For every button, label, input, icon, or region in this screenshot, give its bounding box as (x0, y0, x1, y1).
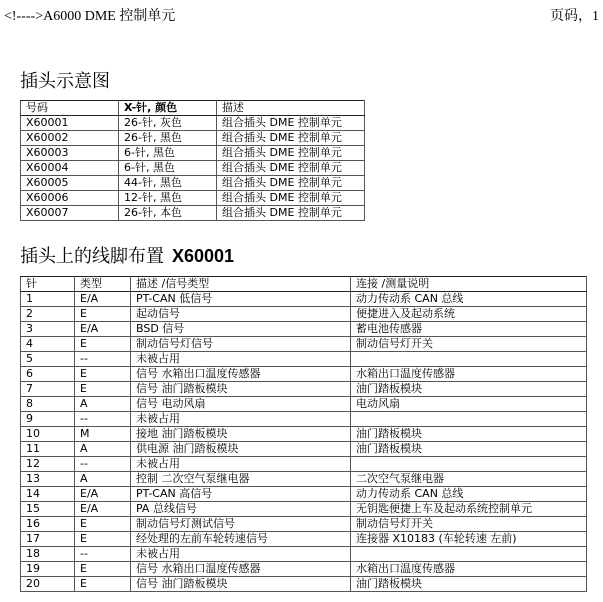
table-cell: 信号 油门踏板模块 (131, 382, 351, 397)
table-cell: E (75, 577, 131, 592)
connector-code: X60001 (172, 246, 235, 266)
column-header: 描述 /信号类型 (131, 277, 351, 292)
table-cell: A (75, 397, 131, 412)
table-row (21, 337, 587, 352)
table-row (21, 472, 587, 487)
table-row (21, 116, 365, 131)
table-row (21, 367, 587, 382)
table-row (21, 457, 587, 472)
table-cell (351, 352, 587, 367)
table-cell: 9 (21, 412, 75, 427)
table-cell: 供电源 油门踏板模块 (131, 442, 351, 457)
table-row (21, 517, 587, 532)
table-cell (351, 412, 587, 427)
table-cell: 油门踏板模块 (351, 442, 587, 457)
table-cell: 制动信号灯开关 (351, 337, 587, 352)
table-cell: 12 (21, 457, 75, 472)
table-cell: 水箱出口温度传感器 (351, 562, 587, 577)
table-row (21, 322, 587, 337)
table-cell: 动力传动系 CAN 总线 (351, 292, 587, 307)
table-cell: 便捷进入及起动系统 (351, 307, 587, 322)
table-cell: 接地 油门踏板模块 (131, 427, 351, 442)
column-header: 类型 (75, 277, 131, 292)
table-cell: 组合插头 DME 控制单元 (217, 191, 365, 206)
column-header: X-针, 颜色 (119, 101, 217, 116)
table-cell: -- (75, 412, 131, 427)
table-cell: 26-针, 灰色 (119, 116, 217, 131)
table-cell: 19 (21, 562, 75, 577)
table-cell: -- (75, 547, 131, 562)
table-cell: 组合插头 DME 控制单元 (217, 146, 365, 161)
table-row (21, 502, 587, 517)
column-header: 连接 /测量说明 (351, 277, 587, 292)
table-cell: X60007 (21, 206, 119, 221)
section-title-pin-layout: 插头上的线脚布置 X60001 (20, 246, 235, 267)
table-row (21, 352, 587, 367)
table-cell: 未被占用 (131, 547, 351, 562)
table-cell: E (75, 517, 131, 532)
table-cell: 水箱出口温度传感器 (351, 367, 587, 382)
table-cell: E/A (75, 487, 131, 502)
table-cell: 未被占用 (131, 352, 351, 367)
table-cell: 油门踏板模块 (351, 382, 587, 397)
table-cell: 组合插头 DME 控制单元 (217, 116, 365, 131)
column-header: 号码 (21, 101, 119, 116)
table-cell: 油门踏板模块 (351, 577, 587, 592)
table-row (21, 131, 365, 146)
table-cell: 未被占用 (131, 457, 351, 472)
table-cell: 26-针, 本色 (119, 206, 217, 221)
table-cell: 动力传动系 CAN 总线 (351, 487, 587, 502)
table-cell: 制动信号灯测试信号 (131, 517, 351, 532)
table-cell: 制动信号灯信号 (131, 337, 351, 352)
table-row (21, 161, 365, 176)
table-cell: 10 (21, 427, 75, 442)
table-cell: 经处理的左前车轮转速信号 (131, 532, 351, 547)
table-cell: X60005 (21, 176, 119, 191)
table-row (21, 547, 587, 562)
table-cell (351, 547, 587, 562)
table-row (21, 427, 587, 442)
table-header-row (21, 277, 587, 292)
table-cell: -- (75, 352, 131, 367)
page-header (4, 5, 599, 23)
table-row (21, 487, 587, 502)
table-cell: E/A (75, 322, 131, 337)
table-cell: 组合插头 DME 控制单元 (217, 176, 365, 191)
table-cell: 12-针, 黑色 (119, 191, 217, 206)
document-title: <!---->A6000 DME 控制单元 (4, 9, 176, 24)
table-cell: M (75, 427, 131, 442)
table-row (21, 206, 365, 221)
table-cell: 组合插头 DME 控制单元 (217, 131, 365, 146)
connector-table (20, 100, 365, 221)
table-cell: 信号 水箱出口温度传感器 (131, 562, 351, 577)
table-cell: 起动信号 (131, 307, 351, 322)
table-cell: PT-CAN 低信号 (131, 292, 351, 307)
table-cell: E (75, 307, 131, 322)
table-cell: 组合插头 DME 控制单元 (217, 161, 365, 176)
table-cell: -- (75, 457, 131, 472)
column-header: 描述 (217, 101, 365, 116)
table-cell: 11 (21, 442, 75, 457)
table-cell: 16 (21, 517, 75, 532)
table-cell: X60004 (21, 161, 119, 176)
table-cell: 6-针, 黑色 (119, 161, 217, 176)
page-number: 页码，1 (550, 9, 599, 24)
table-cell: E (75, 532, 131, 547)
table-cell: 20 (21, 577, 75, 592)
table-row (21, 382, 587, 397)
table-cell: 未被占用 (131, 412, 351, 427)
table-cell: 6-针, 黑色 (119, 146, 217, 161)
table-cell: X60006 (21, 191, 119, 206)
table-row (21, 532, 587, 547)
table-cell: 44-针, 黑色 (119, 176, 217, 191)
table-cell: 信号 水箱出口温度传感器 (131, 367, 351, 382)
column-header: 针 (21, 277, 75, 292)
table-cell: 蓄电池传感器 (351, 322, 587, 337)
table-row (21, 292, 587, 307)
table-cell: BSD 信号 (131, 322, 351, 337)
table-cell (351, 457, 587, 472)
table-row (21, 412, 587, 427)
table-cell: X60003 (21, 146, 119, 161)
table-cell: 5 (21, 352, 75, 367)
table-cell: A (75, 442, 131, 457)
table-cell: 组合插头 DME 控制单元 (217, 206, 365, 221)
table-cell: 油门踏板模块 (351, 427, 587, 442)
table-row (21, 191, 365, 206)
table-cell: PT-CAN 高信号 (131, 487, 351, 502)
table-cell: 17 (21, 532, 75, 547)
table-cell: E (75, 382, 131, 397)
table-cell: A (75, 472, 131, 487)
table-cell: E/A (75, 502, 131, 517)
table-cell: E (75, 367, 131, 382)
table-cell: 控制 二次空气泵继电器 (131, 472, 351, 487)
table-cell: 8 (21, 397, 75, 412)
table-cell: 3 (21, 322, 75, 337)
section-title-connector-diagram: 插头示意图 (20, 71, 110, 92)
table-cell: 15 (21, 502, 75, 517)
table-cell: 无钥匙便捷上车及起动系统控制单元 (351, 502, 587, 517)
table-cell: 18 (21, 547, 75, 562)
table-cell: 信号 电动风扇 (131, 397, 351, 412)
table-row (21, 307, 587, 322)
table-row (21, 562, 587, 577)
table-cell: PA 总线信号 (131, 502, 351, 517)
table-cell: 7 (21, 382, 75, 397)
table-cell: X60001 (21, 116, 119, 131)
table-cell: 4 (21, 337, 75, 352)
table-header-row (21, 101, 365, 116)
table-row (21, 442, 587, 457)
table-cell: E/A (75, 292, 131, 307)
table-cell: 1 (21, 292, 75, 307)
table-cell: 13 (21, 472, 75, 487)
table-cell: 2 (21, 307, 75, 322)
table-row (21, 176, 365, 191)
table-cell: 信号 油门踏板模块 (131, 577, 351, 592)
table-cell: X60002 (21, 131, 119, 146)
table-cell: E (75, 337, 131, 352)
table-cell: 26-针, 黑色 (119, 131, 217, 146)
table-cell: E (75, 562, 131, 577)
table-row (21, 397, 587, 412)
pin-assignment-table (20, 276, 587, 592)
table-cell: 制动信号灯开关 (351, 517, 587, 532)
table-cell: 连接器 X10183 (车轮转速 左前) (351, 532, 587, 547)
table-cell: 电动风扇 (351, 397, 587, 412)
table-cell: 二次空气泵继电器 (351, 472, 587, 487)
table-row (21, 146, 365, 161)
table-row (21, 577, 587, 592)
table-cell: 14 (21, 487, 75, 502)
table-cell: 6 (21, 367, 75, 382)
